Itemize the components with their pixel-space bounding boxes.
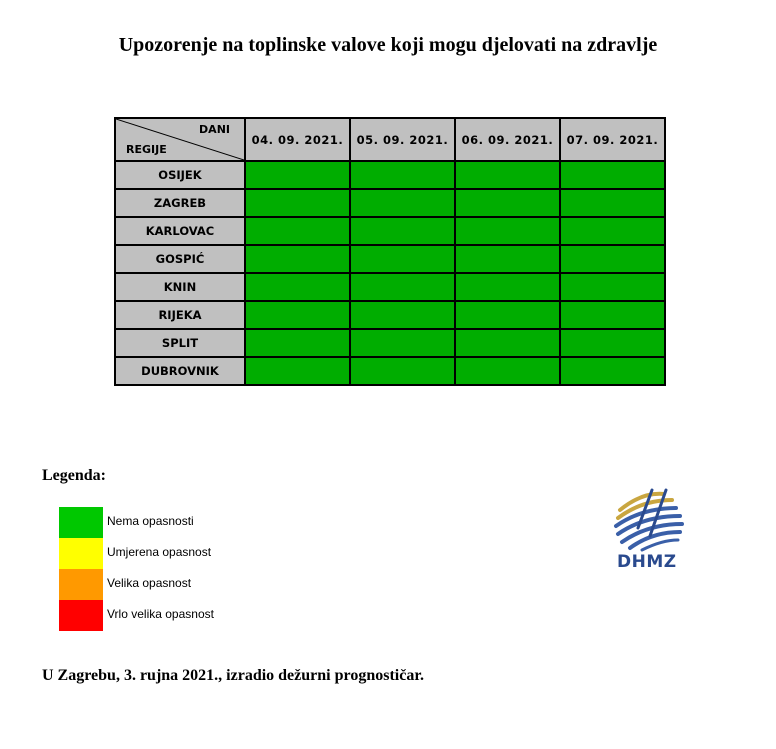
- warning-cell: [245, 357, 350, 385]
- dhmz-logo-text: DHMZ: [617, 552, 677, 572]
- date-header: 07. 09. 2021.: [560, 118, 665, 161]
- warning-cell: [350, 329, 455, 357]
- footer-note: U Zagrebu, 3. rujna 2021., izradio dežurni prognostičar.: [42, 667, 424, 684]
- region-label: SPLIT: [115, 329, 245, 357]
- warning-cell: [560, 189, 665, 217]
- warning-cell: [245, 301, 350, 329]
- date-header: 05. 09. 2021.: [350, 118, 455, 161]
- warning-cell: [245, 189, 350, 217]
- warning-cell: [560, 245, 665, 273]
- warning-cell: [350, 273, 455, 301]
- corner-label-regions: REGIJE: [126, 143, 167, 156]
- legend-label: Nema opasnosti: [107, 514, 194, 528]
- legend-swatch: [59, 569, 103, 600]
- table-row: [115, 273, 665, 301]
- region-label: OSIJEK: [115, 161, 245, 189]
- region-label: RIJEKA: [115, 301, 245, 329]
- warning-cell: [350, 301, 455, 329]
- warning-cell: [350, 161, 455, 189]
- warning-cell: [560, 329, 665, 357]
- table-header-row: [115, 118, 665, 161]
- warning-cell: [245, 245, 350, 273]
- table-row: [115, 245, 665, 273]
- warning-cell: [560, 357, 665, 385]
- corner-label-days: DANI: [199, 123, 230, 136]
- legend-swatch: [59, 538, 103, 569]
- legend-label: Velika opasnost: [107, 576, 192, 590]
- warning-cell: [245, 217, 350, 245]
- region-label: KARLOVAC: [115, 217, 245, 245]
- warning-cell: [560, 161, 665, 189]
- warning-cell: [560, 301, 665, 329]
- dhmz-logo: [612, 488, 688, 574]
- warning-cell: [560, 273, 665, 301]
- warning-cell: [455, 301, 560, 329]
- warning-cell: [350, 217, 455, 245]
- table-row: [115, 329, 665, 357]
- legend-swatch: [59, 507, 103, 538]
- table-row: [115, 357, 665, 385]
- warning-cell: [455, 189, 560, 217]
- region-label: GOSPIĆ: [115, 245, 245, 273]
- legend-title: Legenda:: [42, 467, 106, 484]
- table-row: [115, 189, 665, 217]
- region-label: ZAGREB: [115, 189, 245, 217]
- warning-cell: [245, 329, 350, 357]
- warning-cell: [350, 245, 455, 273]
- warning-cell: [350, 357, 455, 385]
- legend-label: Vrlo velika opasnost: [107, 607, 214, 621]
- date-header: 04. 09. 2021.: [245, 118, 350, 161]
- page-title: Upozorenje na toplinske valove koji mogu djelovati na zdravlje: [118, 34, 658, 56]
- table-row: [115, 301, 665, 329]
- legend-swatch: [59, 600, 103, 631]
- region-label: DUBROVNIK: [115, 357, 245, 385]
- region-label: KNIN: [115, 273, 245, 301]
- table-row: [115, 161, 665, 189]
- dhmz-logo-icon: [612, 488, 688, 552]
- warning-cell: [455, 329, 560, 357]
- legend-label: Umjerena opasnost: [107, 545, 212, 559]
- date-header: 06. 09. 2021.: [455, 118, 560, 161]
- warning-cell: [350, 189, 455, 217]
- warning-cell: [455, 245, 560, 273]
- warning-cell: [560, 217, 665, 245]
- warning-cell: [455, 357, 560, 385]
- warning-cell: [455, 161, 560, 189]
- warning-cell: [455, 217, 560, 245]
- warning-table: [114, 117, 666, 386]
- warning-cell: [245, 273, 350, 301]
- table-corner-cell: [115, 118, 245, 161]
- warning-cell: [455, 273, 560, 301]
- table-row: [115, 217, 665, 245]
- warning-cell: [245, 161, 350, 189]
